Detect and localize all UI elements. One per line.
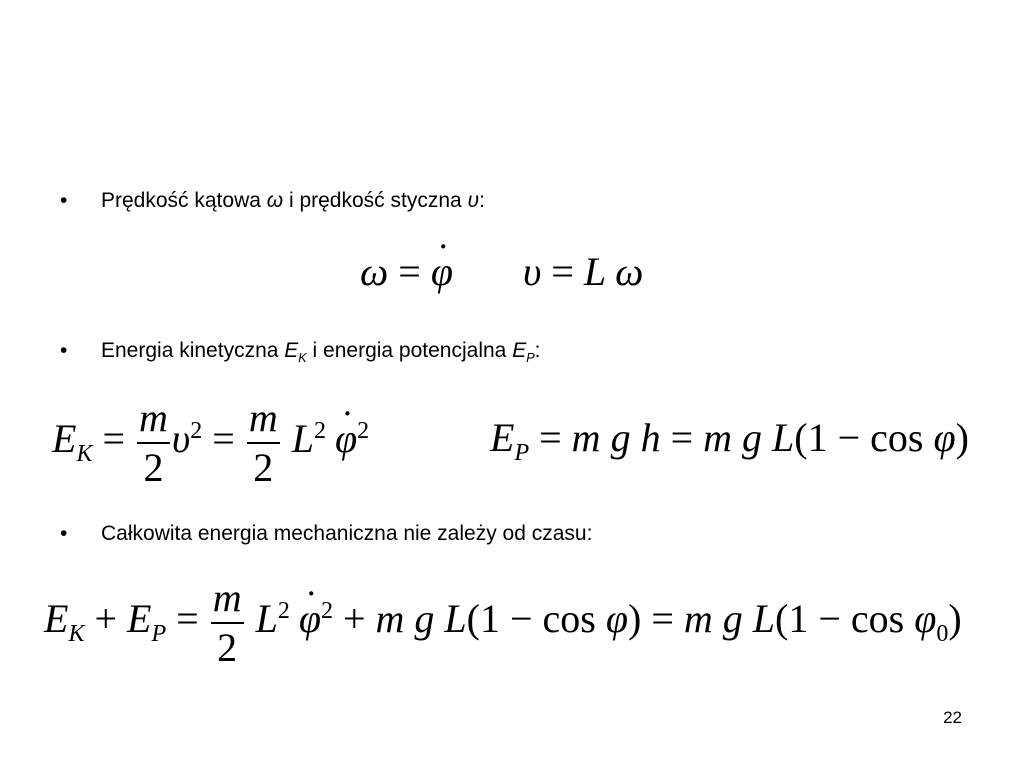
formula-angular-velocity: ω = ˙ φ υ = L ω bbox=[360, 252, 643, 292]
bullet-text: Prędkość kątowa ω i prędkość styczna υ: bbox=[101, 189, 485, 212]
formula-total-energy: $E_K + E_P$ = $\frac{m}{2}$ $L^2˙$ $\varphi^2 + m$ g L(1 − cos φ) = m g $L(1 - \cos \varphi_0)$ bbox=[44, 578, 962, 668]
page-number: 22 bbox=[943, 708, 962, 727]
bullet-marker: • bbox=[60, 339, 68, 362]
bullet-text: Energia kinetyczna $E_K$ i energia potencjalna $E_P$: bbox=[101, 339, 541, 366]
bullet-marker: • bbox=[60, 189, 68, 212]
bullet-marker: • bbox=[60, 522, 68, 545]
formula-kinetic-energy: $E_K$ = $\frac{m}{2}$ $\upsilon^2$ = $\frac{m}{2}$ $L^2˙$ $\varphi^2$ bbox=[52, 398, 369, 488]
bullet-text: Całkowita energia mechaniczna nie zależy od czasu: bbox=[101, 522, 593, 545]
formula-potential-energy: $E_P = m$ g h = m g L(1 − cos φ) bbox=[490, 415, 969, 466]
